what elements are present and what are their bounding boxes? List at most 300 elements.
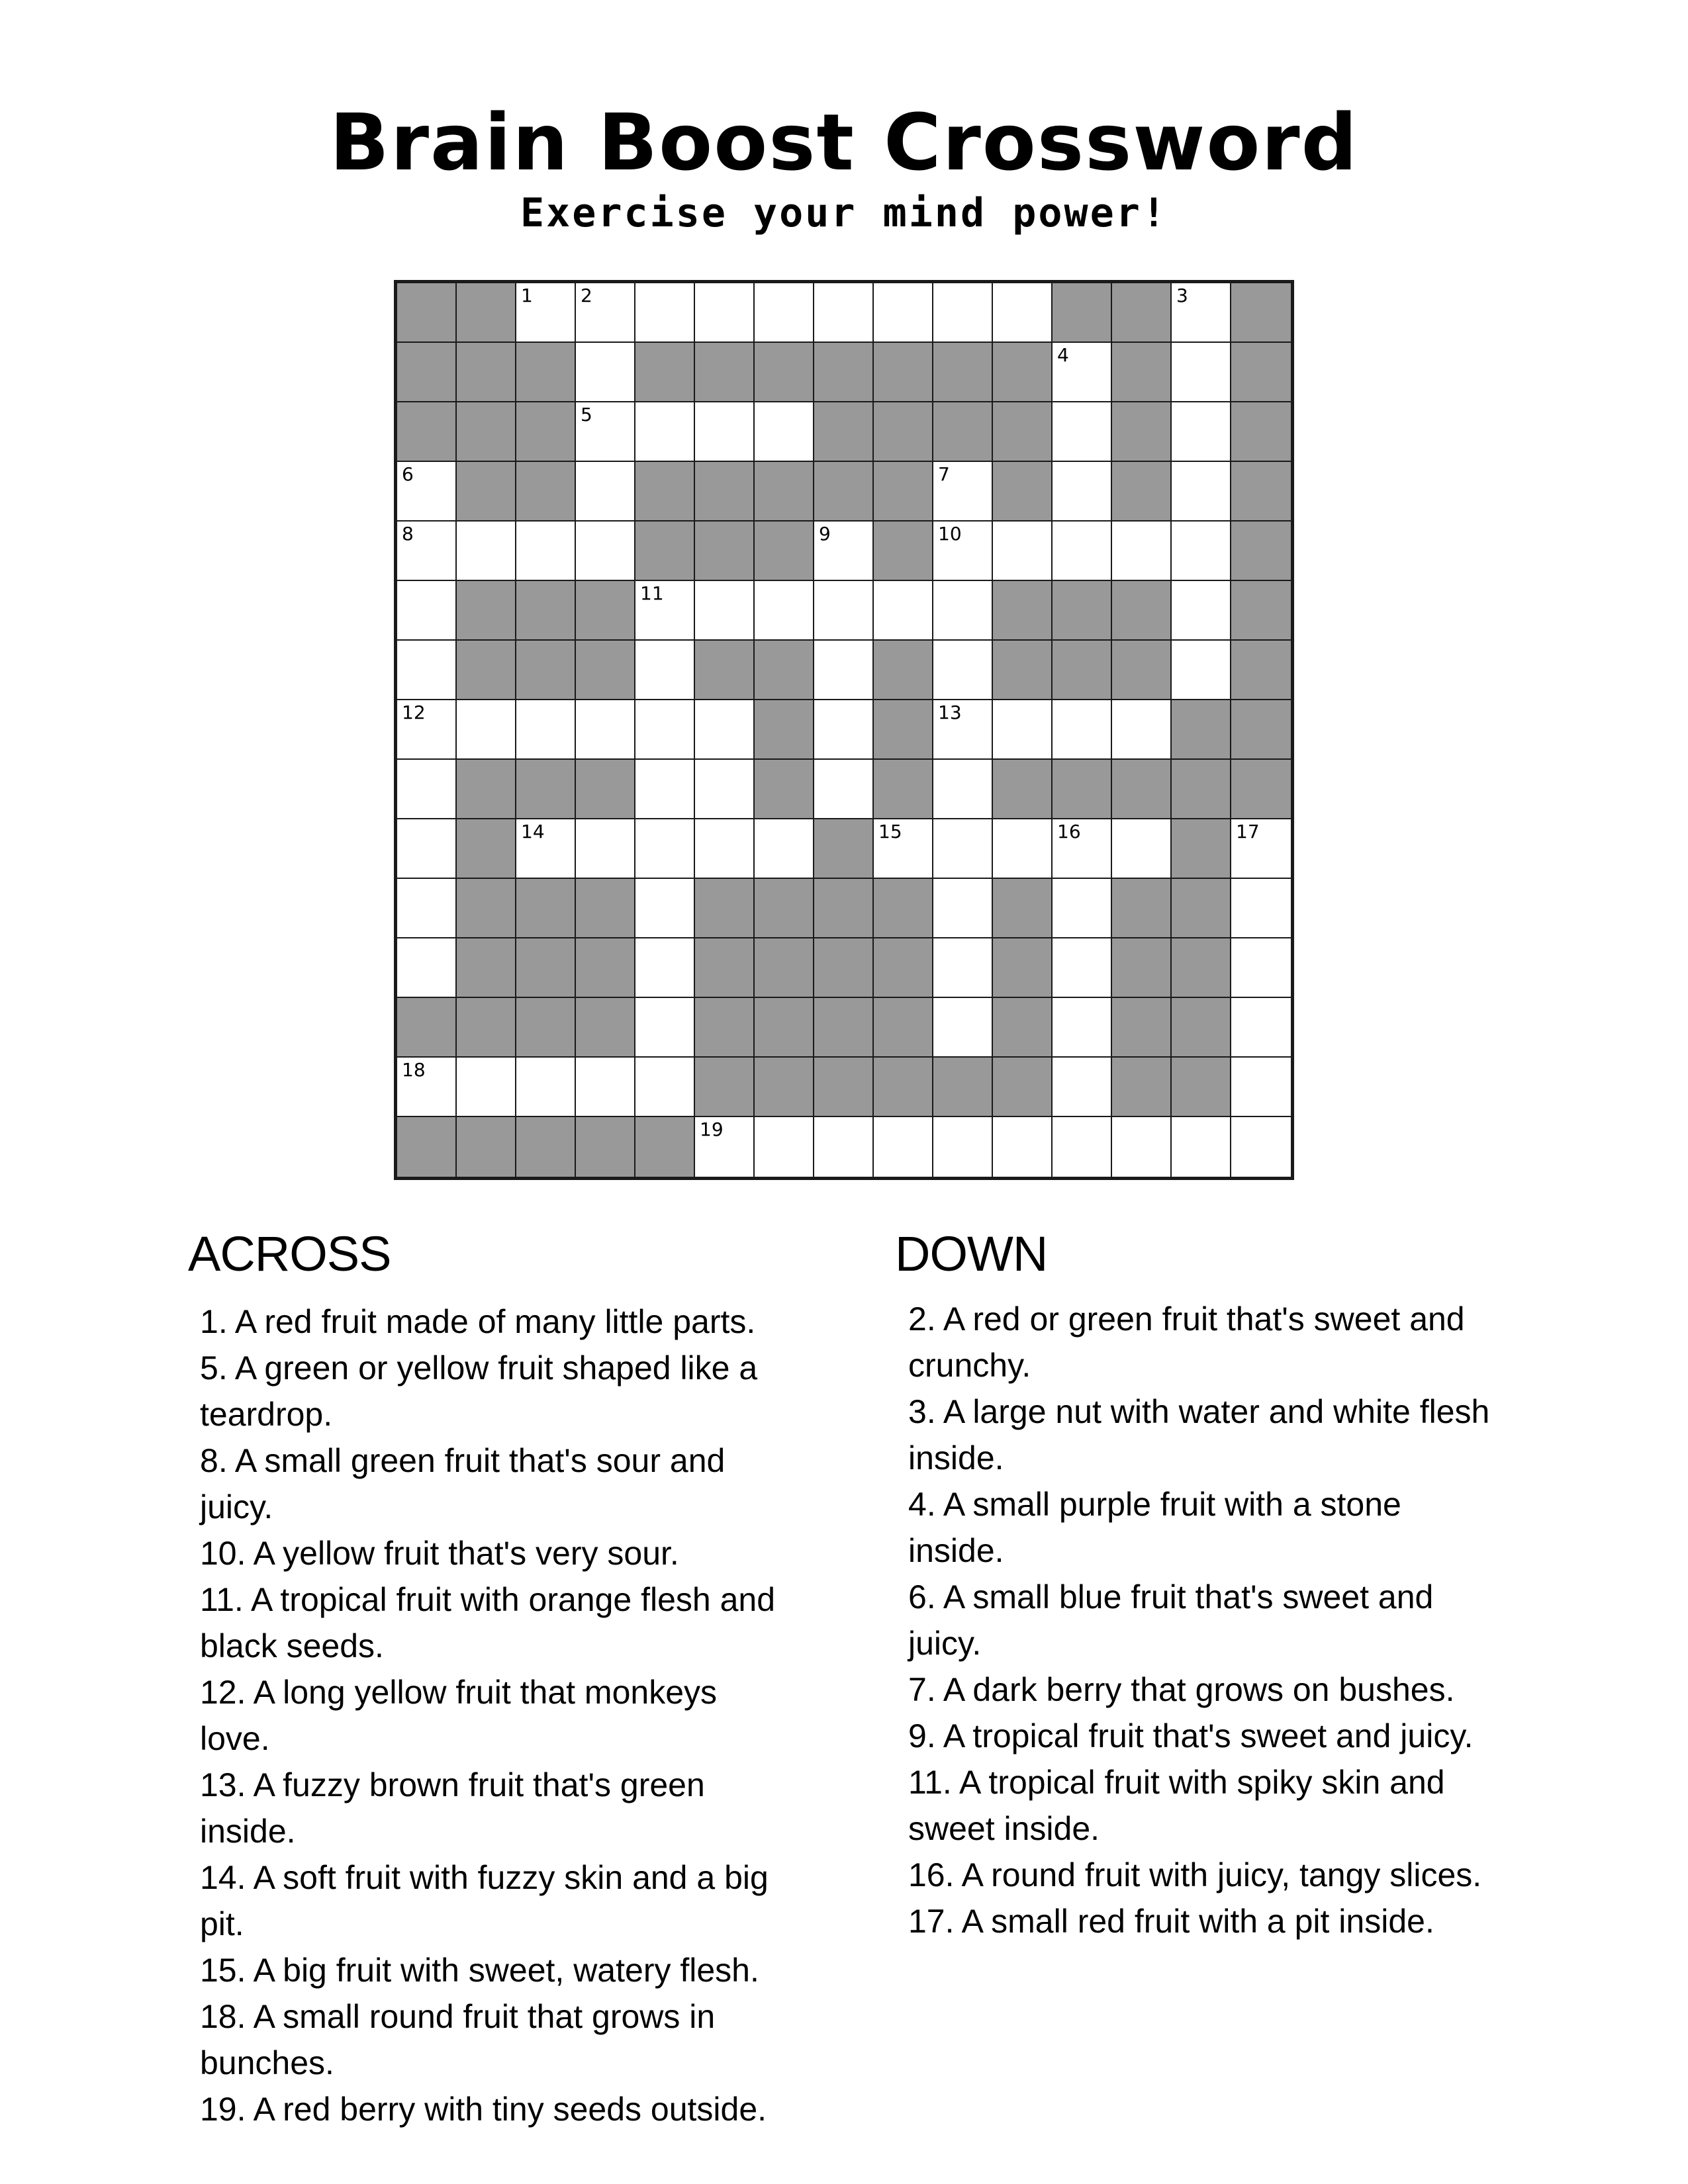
grid-letter-cell[interactable] xyxy=(1053,343,1112,402)
across-clue xyxy=(200,1298,796,1345)
grid-letter-cell[interactable] xyxy=(516,700,576,760)
page-title: Brain Boost Crossword xyxy=(329,97,1359,188)
grid-block-cell xyxy=(1231,760,1291,819)
grid-block-cell xyxy=(516,760,576,819)
grid-letter-cell[interactable] xyxy=(1172,581,1231,641)
across-heading: ACROSS xyxy=(188,1226,391,1281)
clue-number: 4 . xyxy=(908,1486,943,1523)
grid-block-cell xyxy=(457,283,516,343)
grid-letter-cell[interactable] xyxy=(635,998,695,1058)
grid-block-cell xyxy=(1112,1058,1172,1117)
grid-block-cell xyxy=(516,879,576,938)
clue-number-label: 7 xyxy=(938,463,950,485)
grid-block-cell xyxy=(993,760,1053,819)
grid-letter-cell[interactable] xyxy=(874,819,933,879)
grid-letter-cell[interactable] xyxy=(397,819,457,879)
grid-letter-cell[interactable] xyxy=(993,819,1053,879)
across-clue xyxy=(200,1530,796,1576)
grid-block-cell xyxy=(1053,641,1112,700)
grid-letter-cell[interactable] xyxy=(635,283,695,343)
grid-letter-cell[interactable] xyxy=(695,700,755,760)
clue-number-label: 11 xyxy=(640,582,664,604)
grid-letter-cell[interactable] xyxy=(635,402,695,462)
grid-block-cell xyxy=(814,819,874,879)
grid-letter-cell[interactable] xyxy=(814,581,874,641)
grid-block-cell xyxy=(695,462,755,522)
clue-number-label: 16 xyxy=(1057,821,1081,842)
grid-block-cell xyxy=(993,343,1053,402)
grid-block-cell xyxy=(397,1117,457,1177)
grid-block-cell xyxy=(457,641,516,700)
grid-block-cell xyxy=(755,641,814,700)
clue-number: 1 . xyxy=(200,1303,235,1340)
grid-letter-cell[interactable] xyxy=(1172,1117,1231,1177)
grid-block-cell xyxy=(397,402,457,462)
grid-letter-cell[interactable] xyxy=(1231,819,1291,879)
crossword-grid xyxy=(394,280,1294,1180)
grid-letter-cell[interactable] xyxy=(755,581,814,641)
grid-letter-cell[interactable] xyxy=(874,1117,933,1177)
grid-block-cell xyxy=(576,760,635,819)
clue-text: A red berry with tiny seeds outside. xyxy=(253,2091,767,2128)
across-clue xyxy=(200,1345,796,1437)
grid-block-cell xyxy=(635,1117,695,1177)
grid-block-cell xyxy=(814,402,874,462)
clue-number-label: 3 xyxy=(1176,285,1188,306)
grid-block-cell xyxy=(457,819,516,879)
grid-block-cell xyxy=(933,1058,993,1117)
grid-letter-cell[interactable] xyxy=(635,581,695,641)
grid-block-cell xyxy=(516,343,576,402)
grid-letter-cell[interactable] xyxy=(576,283,635,343)
grid-letter-cell[interactable] xyxy=(1231,1058,1291,1117)
clue-number: 6 . xyxy=(908,1578,943,1615)
grid-block-cell xyxy=(993,462,1053,522)
across-clue xyxy=(200,1437,796,1530)
grid-block-cell xyxy=(457,998,516,1058)
grid-block-cell xyxy=(993,641,1053,700)
grid-block-cell xyxy=(1172,819,1231,879)
grid-block-cell xyxy=(516,462,576,522)
grid-block-cell xyxy=(874,760,933,819)
grid-letter-cell[interactable] xyxy=(933,581,993,641)
grid-letter-cell[interactable] xyxy=(457,700,516,760)
grid-block-cell xyxy=(1231,641,1291,700)
clue-text: A large nut with water and white flesh inside. xyxy=(908,1393,1490,1477)
clue-number: 2 . xyxy=(908,1300,943,1338)
grid-letter-cell[interactable] xyxy=(516,819,576,879)
clue-number-label: 6 xyxy=(402,463,414,485)
grid-letter-cell[interactable] xyxy=(933,283,993,343)
clue-text: A tropical fruit with orange flesh and black seeds. xyxy=(200,1581,776,1664)
grid-letter-cell[interactable] xyxy=(695,1117,755,1177)
grid-block-cell xyxy=(516,1117,576,1177)
grid-letter-cell[interactable] xyxy=(933,522,993,581)
grid-letter-cell[interactable] xyxy=(635,700,695,760)
grid-block-cell xyxy=(576,879,635,938)
grid-letter-cell[interactable] xyxy=(933,1117,993,1177)
grid-block-cell xyxy=(1231,700,1291,760)
grid-block-cell xyxy=(516,998,576,1058)
grid-letter-cell[interactable] xyxy=(1172,522,1231,581)
grid-block-cell xyxy=(755,343,814,402)
clue-text: A small round fruit that grows in bunches. xyxy=(200,1998,716,2081)
grid-letter-cell[interactable] xyxy=(1112,1117,1172,1177)
grid-block-cell xyxy=(1112,641,1172,700)
grid-block-cell xyxy=(516,581,576,641)
grid-letter-cell[interactable] xyxy=(576,700,635,760)
clue-text: A yellow fruit that's very sour. xyxy=(253,1535,679,1572)
grid-block-cell xyxy=(516,402,576,462)
grid-letter-cell[interactable] xyxy=(457,1058,516,1117)
grid-letter-cell[interactable] xyxy=(993,700,1053,760)
grid-block-cell xyxy=(814,998,874,1058)
grid-block-cell xyxy=(1112,998,1172,1058)
grid-block-cell xyxy=(1231,283,1291,343)
grid-block-cell xyxy=(1112,938,1172,998)
grid-letter-cell[interactable] xyxy=(1053,522,1112,581)
grid-block-cell xyxy=(1172,700,1231,760)
grid-letter-cell[interactable] xyxy=(1112,700,1172,760)
grid-block-cell xyxy=(993,998,1053,1058)
grid-block-cell xyxy=(576,998,635,1058)
grid-block-cell xyxy=(933,343,993,402)
grid-letter-cell[interactable] xyxy=(1231,879,1291,938)
grid-block-cell xyxy=(755,1058,814,1117)
grid-block-cell xyxy=(1053,581,1112,641)
clue-number: 7 . xyxy=(908,1671,943,1708)
grid-letter-cell[interactable] xyxy=(397,1058,457,1117)
grid-block-cell xyxy=(755,879,814,938)
grid-letter-cell[interactable] xyxy=(1172,641,1231,700)
clue-number-label: 9 xyxy=(819,523,831,545)
grid-block-cell xyxy=(1172,760,1231,819)
grid-letter-cell[interactable] xyxy=(635,641,695,700)
grid-letter-cell[interactable] xyxy=(1053,402,1112,462)
grid-block-cell xyxy=(457,581,516,641)
across-clue xyxy=(200,1576,796,1669)
grid-block-cell xyxy=(516,938,576,998)
grid-block-cell xyxy=(457,1117,516,1177)
grid-block-cell xyxy=(933,402,993,462)
grid-block-cell xyxy=(1231,581,1291,641)
grid-letter-cell[interactable] xyxy=(993,522,1053,581)
grid-letter-cell[interactable] xyxy=(695,760,755,819)
grid-block-cell xyxy=(874,522,933,581)
grid-letter-cell[interactable] xyxy=(635,760,695,819)
grid-letter-cell[interactable] xyxy=(814,760,874,819)
grid-letter-cell[interactable] xyxy=(933,641,993,700)
grid-letter-cell[interactable] xyxy=(576,402,635,462)
grid-block-cell xyxy=(1053,283,1112,343)
grid-block-cell xyxy=(814,938,874,998)
clue-number-label: 15 xyxy=(878,821,902,842)
grid-block-cell xyxy=(397,998,457,1058)
clue-text: A long yellow fruit that monkeys love. xyxy=(200,1674,717,1757)
grid-block-cell xyxy=(695,879,755,938)
grid-block-cell xyxy=(1112,343,1172,402)
grid-block-cell xyxy=(457,343,516,402)
grid-letter-cell[interactable] xyxy=(1112,522,1172,581)
clue-number-label: 8 xyxy=(402,523,414,545)
grid-letter-cell[interactable] xyxy=(755,402,814,462)
grid-block-cell xyxy=(874,938,933,998)
grid-letter-cell[interactable] xyxy=(874,283,933,343)
grid-letter-cell[interactable] xyxy=(755,283,814,343)
grid-letter-cell[interactable] xyxy=(457,522,516,581)
grid-letter-cell[interactable] xyxy=(814,641,874,700)
grid-block-cell xyxy=(457,938,516,998)
grid-letter-cell[interactable] xyxy=(874,581,933,641)
clue-number: 18 . xyxy=(200,1998,254,2035)
grid-block-cell xyxy=(993,581,1053,641)
grid-letter-cell[interactable] xyxy=(1112,819,1172,879)
clue-number-label: 13 xyxy=(938,702,962,723)
grid-letter-cell[interactable] xyxy=(933,819,993,879)
grid-letter-cell[interactable] xyxy=(397,760,457,819)
grid-block-cell xyxy=(516,641,576,700)
grid-letter-cell[interactable] xyxy=(397,879,457,938)
clue-text: A round fruit with juicy, tangy slices. xyxy=(961,1856,1482,1893)
grid-block-cell xyxy=(397,343,457,402)
grid-letter-cell[interactable] xyxy=(1172,343,1231,402)
grid-block-cell xyxy=(874,402,933,462)
grid-block-cell xyxy=(695,522,755,581)
down-clue xyxy=(908,1713,1504,1759)
grid-block-cell xyxy=(1172,879,1231,938)
grid-letter-cell[interactable] xyxy=(695,819,755,879)
clue-text: A small purple fruit with a stone inside. xyxy=(908,1486,1401,1569)
grid-letter-cell[interactable] xyxy=(814,1117,874,1177)
grid-letter-cell[interactable] xyxy=(1053,1117,1112,1177)
grid-block-cell xyxy=(1231,343,1291,402)
across-clue xyxy=(200,1669,796,1762)
grid-letter-cell[interactable] xyxy=(755,1117,814,1177)
clue-number: 13 . xyxy=(200,1766,254,1803)
grid-letter-cell[interactable] xyxy=(933,938,993,998)
across-clue xyxy=(200,2086,796,2132)
grid-letter-cell[interactable] xyxy=(993,1117,1053,1177)
clue-number: 5 . xyxy=(200,1349,235,1387)
grid-block-cell xyxy=(993,1058,1053,1117)
down-heading: DOWN xyxy=(895,1226,1048,1281)
clue-text: A green or yellow fruit shaped like a teardrop. xyxy=(200,1349,758,1433)
grid-letter-cell[interactable] xyxy=(516,522,576,581)
grid-block-cell xyxy=(874,1058,933,1117)
grid-block-cell xyxy=(576,1117,635,1177)
grid-letter-cell[interactable] xyxy=(576,343,635,402)
grid-letter-cell[interactable] xyxy=(695,581,755,641)
grid-block-cell xyxy=(755,938,814,998)
grid-letter-cell[interactable] xyxy=(576,1058,635,1117)
grid-block-cell xyxy=(874,700,933,760)
down-clue-list xyxy=(908,1296,1504,1944)
clue-number: 17 . xyxy=(908,1903,962,1940)
grid-block-cell xyxy=(635,462,695,522)
grid-block-cell xyxy=(457,462,516,522)
grid-block-cell xyxy=(874,998,933,1058)
clue-number: 11 . xyxy=(200,1581,251,1618)
down-clue xyxy=(908,1296,1504,1388)
grid-block-cell xyxy=(695,641,755,700)
grid-letter-cell[interactable] xyxy=(814,700,874,760)
grid-block-cell xyxy=(576,938,635,998)
grid-letter-cell[interactable] xyxy=(576,522,635,581)
down-clue xyxy=(908,1898,1504,1944)
grid-block-cell xyxy=(1172,1058,1231,1117)
grid-letter-cell[interactable] xyxy=(1053,462,1112,522)
grid-letter-cell[interactable] xyxy=(635,879,695,938)
down-clue xyxy=(908,1574,1504,1666)
grid-block-cell xyxy=(814,462,874,522)
grid-block-cell xyxy=(1112,283,1172,343)
clue-number: 16 . xyxy=(908,1856,962,1893)
grid-letter-cell[interactable] xyxy=(1231,998,1291,1058)
grid-block-cell xyxy=(1053,760,1112,819)
grid-letter-cell[interactable] xyxy=(516,1058,576,1117)
page-subtitle: Exercise your mind power! xyxy=(520,190,1168,236)
grid-letter-cell[interactable] xyxy=(576,819,635,879)
clue-text: A red or green fruit that's sweet and crunchy. xyxy=(908,1300,1465,1384)
clue-text: A tropical fruit that's sweet and juicy. xyxy=(943,1717,1474,1754)
clue-number: 11 . xyxy=(908,1764,959,1801)
grid-letter-cell[interactable] xyxy=(1172,462,1231,522)
grid-block-cell xyxy=(1112,879,1172,938)
down-clue xyxy=(908,1852,1504,1898)
across-clue-list xyxy=(200,1298,796,2132)
grid-letter-cell[interactable] xyxy=(516,283,576,343)
grid-letter-cell[interactable] xyxy=(397,938,457,998)
grid-letter-cell[interactable] xyxy=(1053,998,1112,1058)
grid-block-cell xyxy=(755,760,814,819)
grid-letter-cell[interactable] xyxy=(397,462,457,522)
grid-letter-cell[interactable] xyxy=(1053,879,1112,938)
grid-block-cell xyxy=(874,343,933,402)
grid-block-cell xyxy=(814,1058,874,1117)
clue-text: A fuzzy brown fruit that's green inside. xyxy=(200,1766,705,1850)
grid-block-cell xyxy=(755,462,814,522)
grid-block-cell xyxy=(755,522,814,581)
grid-block-cell xyxy=(1231,462,1291,522)
clue-number: 19 . xyxy=(200,2091,254,2128)
clue-number: 12 . xyxy=(200,1674,254,1711)
clue-text: A small green fruit that's sour and juicy. xyxy=(200,1442,726,1525)
grid-block-cell xyxy=(1112,402,1172,462)
grid-letter-cell[interactable] xyxy=(397,641,457,700)
grid-letter-cell[interactable] xyxy=(933,879,993,938)
grid-block-cell xyxy=(814,879,874,938)
grid-block-cell xyxy=(695,343,755,402)
grid-block-cell xyxy=(576,581,635,641)
clue-number-label: 1 xyxy=(521,285,533,306)
clue-number-label: 2 xyxy=(581,285,592,306)
clue-text: A tropical fruit with spiky skin and sweet inside. xyxy=(908,1764,1445,1847)
grid-letter-cell[interactable] xyxy=(1231,938,1291,998)
grid-letter-cell[interactable] xyxy=(695,402,755,462)
grid-letter-cell[interactable] xyxy=(635,819,695,879)
clue-text: A small blue fruit that's sweet and juicy. xyxy=(908,1578,1434,1662)
clue-number-label: 10 xyxy=(938,523,962,545)
grid-letter-cell[interactable] xyxy=(993,283,1053,343)
grid-block-cell xyxy=(695,938,755,998)
grid-letter-cell[interactable] xyxy=(814,522,874,581)
grid-letter-cell[interactable] xyxy=(814,283,874,343)
down-clue xyxy=(908,1481,1504,1574)
clue-number: 8 . xyxy=(200,1442,235,1479)
grid-letter-cell[interactable] xyxy=(933,760,993,819)
grid-letter-cell[interactable] xyxy=(1172,402,1231,462)
grid-letter-cell[interactable] xyxy=(1053,938,1112,998)
grid-block-cell xyxy=(993,879,1053,938)
grid-letter-cell[interactable] xyxy=(1231,1117,1291,1177)
grid-letter-cell[interactable] xyxy=(1053,819,1112,879)
clue-number-label: 5 xyxy=(581,404,592,426)
grid-block-cell xyxy=(755,700,814,760)
grid-block-cell xyxy=(755,998,814,1058)
clue-text: A small red fruit with a pit inside. xyxy=(961,1903,1434,1940)
grid-block-cell xyxy=(1172,938,1231,998)
grid-letter-cell[interactable] xyxy=(397,581,457,641)
clue-number-label: 18 xyxy=(402,1059,426,1081)
clue-number-label: 19 xyxy=(700,1118,724,1140)
grid-letter-cell[interactable] xyxy=(635,938,695,998)
grid-block-cell xyxy=(1231,402,1291,462)
grid-block-cell xyxy=(576,641,635,700)
clue-text: A big fruit with sweet, watery flesh. xyxy=(253,1952,759,1989)
grid-letter-cell[interactable] xyxy=(635,1058,695,1117)
grid-letter-cell[interactable] xyxy=(397,522,457,581)
grid-letter-cell[interactable] xyxy=(933,700,993,760)
grid-letter-cell[interactable] xyxy=(576,462,635,522)
grid-block-cell xyxy=(635,522,695,581)
grid-letter-cell[interactable] xyxy=(695,283,755,343)
clue-text: A dark berry that grows on bushes. xyxy=(943,1671,1455,1708)
grid-letter-cell[interactable] xyxy=(933,462,993,522)
clue-number-label: 12 xyxy=(402,702,426,723)
grid-letter-cell[interactable] xyxy=(755,819,814,879)
clue-number: 15 . xyxy=(200,1952,254,1989)
clue-number-label: 17 xyxy=(1236,821,1260,842)
grid-block-cell xyxy=(874,462,933,522)
grid-letter-cell[interactable] xyxy=(1053,1058,1112,1117)
grid-block-cell xyxy=(1112,760,1172,819)
clue-number: 14 . xyxy=(200,1859,254,1896)
grid-block-cell xyxy=(457,402,516,462)
clue-number: 10 . xyxy=(200,1535,254,1572)
clue-text: A soft fruit with fuzzy skin and a big pit. xyxy=(200,1859,769,1942)
grid-letter-cell[interactable] xyxy=(397,700,457,760)
down-clue xyxy=(908,1759,1504,1852)
grid-block-cell xyxy=(397,283,457,343)
grid-block-cell xyxy=(874,641,933,700)
grid-block-cell xyxy=(695,998,755,1058)
down-clue xyxy=(908,1388,1504,1481)
across-clue xyxy=(200,1947,796,1993)
clue-number: 9 . xyxy=(908,1717,943,1754)
grid-block-cell xyxy=(1112,581,1172,641)
grid-letter-cell[interactable] xyxy=(933,998,993,1058)
grid-letter-cell[interactable] xyxy=(1172,283,1231,343)
clue-number-label: 4 xyxy=(1057,344,1069,366)
grid-block-cell xyxy=(1231,522,1291,581)
grid-block-cell xyxy=(814,343,874,402)
grid-letter-cell[interactable] xyxy=(1053,700,1112,760)
grid-block-cell xyxy=(695,1058,755,1117)
clue-text: A red fruit made of many little parts. xyxy=(234,1303,756,1340)
across-clue xyxy=(200,1854,796,1947)
grid-block-cell xyxy=(993,938,1053,998)
grid-block-cell xyxy=(457,879,516,938)
